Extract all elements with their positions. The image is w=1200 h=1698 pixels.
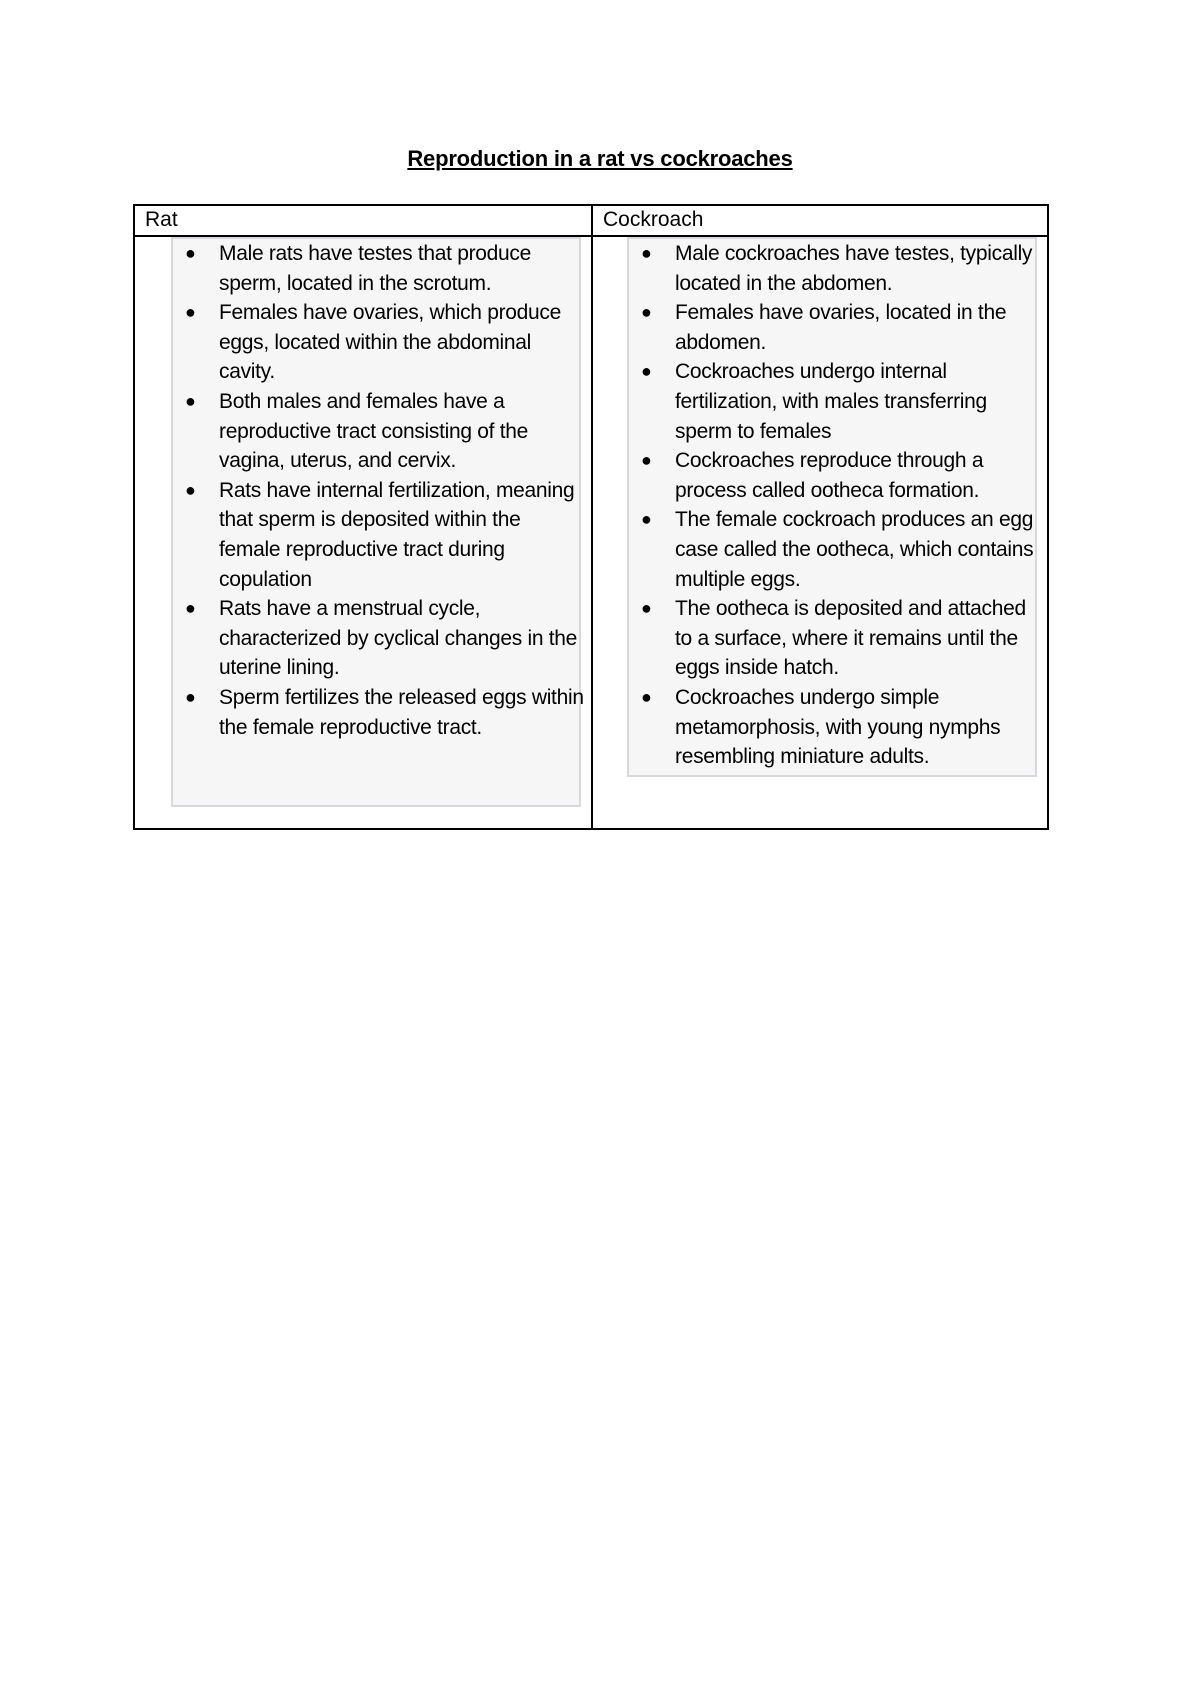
bullet-icon: ● bbox=[641, 361, 652, 382]
bullet-icon: ● bbox=[641, 686, 652, 707]
bullet-icon: ● bbox=[185, 302, 196, 323]
column-header-rat: Rat bbox=[145, 208, 178, 231]
column-divider bbox=[591, 206, 593, 828]
list-item bbox=[629, 239, 1041, 298]
bullet-icon: ● bbox=[185, 243, 196, 263]
list-item-text: The ootheca is deposited and attached to a surface, where it remains until the eggs inside hatch. bbox=[675, 597, 1026, 680]
bullet-icon: ● bbox=[185, 390, 196, 411]
bullet-icon: ● bbox=[185, 479, 196, 500]
column-header-cockroach: Cockroach bbox=[603, 208, 704, 231]
list-item bbox=[629, 594, 1041, 683]
cockroach-facts-box bbox=[627, 237, 1037, 777]
list-item-text: Male rats have testes that produce sperm, located in the scrotum. bbox=[219, 242, 531, 295]
bullet-icon: ● bbox=[641, 598, 652, 619]
list-item bbox=[173, 387, 585, 476]
list-item-text: Cockroaches reproduce through a process called ootheca formation. bbox=[675, 449, 984, 502]
list-item-text: Both males and females have a reproductive tract consisting of the vagina, uterus, and cervix. bbox=[219, 389, 529, 473]
bullet-icon: ● bbox=[641, 450, 652, 471]
cockroach-facts-list bbox=[629, 239, 1041, 772]
list-item-text: Male cockroaches have testes, typically located in the abdomen. bbox=[675, 242, 1033, 295]
list-item-text: Females have ovaries, located in the abdomen. bbox=[675, 301, 1007, 354]
list-item-text: Rats have internal fertilization, meaning that sperm is deposited within the female reproductive tract during copulation bbox=[219, 478, 575, 591]
list-item bbox=[173, 239, 585, 298]
bullet-icon: ● bbox=[641, 302, 652, 323]
list-item bbox=[629, 683, 1041, 772]
list-item-text: The female cockroach produces an egg case called the ootheca, which contains multiple eggs. bbox=[675, 508, 1034, 591]
list-item bbox=[173, 476, 585, 594]
comparison-table bbox=[133, 204, 1049, 830]
bullet-icon: ● bbox=[641, 243, 652, 263]
list-item bbox=[629, 357, 1041, 446]
bullet-icon: ● bbox=[641, 509, 652, 530]
list-item bbox=[173, 298, 585, 387]
list-item-text: Sperm fertilizes the released eggs within the female reproductive tract. bbox=[219, 685, 584, 739]
bullet-icon: ● bbox=[185, 598, 196, 619]
list-item-text: Rats have a menstrual cycle, characterized by cyclical changes in the uterine lining. bbox=[219, 597, 578, 680]
bullet-icon: ● bbox=[185, 686, 196, 707]
list-item bbox=[173, 594, 585, 683]
list-item-text: Cockroaches undergo simple metamorphosis, with young nymphs resembling miniature adults. bbox=[675, 685, 1001, 769]
list-item-text: Females have ovaries, which produce eggs, located within the abdominal cavity. bbox=[219, 301, 562, 384]
document-title: Reproduction in a rat vs cockroaches bbox=[407, 146, 793, 171]
list-item-text: Cockroaches undergo internal fertilization, with males transferring sperm to females bbox=[675, 360, 987, 443]
list-item bbox=[629, 446, 1041, 505]
list-item bbox=[629, 505, 1041, 594]
rat-facts-list bbox=[173, 239, 585, 742]
rat-facts-box bbox=[171, 237, 584, 807]
list-item bbox=[629, 298, 1041, 357]
list-item bbox=[173, 683, 585, 742]
